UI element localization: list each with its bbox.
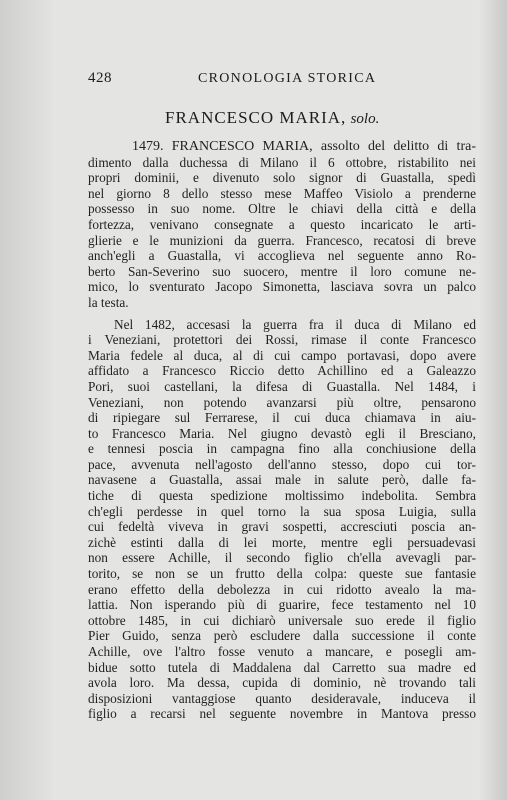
text-line: propri dominii, e divenuto solo signor di Guastalla, spedì — [88, 170, 476, 186]
text-line: Maria fedele al duca, al di cui campo portavasi, dopo avere — [88, 347, 476, 363]
section-title-name: FRANCESCO MARIA, — [165, 108, 347, 127]
text-line: Pier Guido, senza però escludere dalla successione il conte — [88, 628, 476, 644]
text-line: avola loro. Ma dessa, cupida di dominio, nè trovando tali — [88, 675, 476, 691]
paragraph-1 — [88, 139, 476, 311]
text-line: tiche di questa spedizione moltissimo indebolita. Sembra — [88, 488, 476, 504]
text-line: i Veneziani, protettori dei Rossi, rimase il conte Francesco — [88, 332, 476, 348]
text-line: pace, avvenuta nell'agosto dell'anno stesso, dopo cui tor- — [88, 456, 476, 472]
text-line: Achille, ove l'altro fosse venuto a mancare, e posegli am- — [88, 644, 476, 659]
section-title — [165, 108, 379, 128]
text-line: la testa. — [88, 294, 129, 310]
text-line: dimento dalla duchessa di Milano il 6 ottobre, ristabilito nei — [88, 154, 476, 170]
text-line: Veneziani, non potendo avanzarsi più oltre, pensarono — [88, 394, 476, 410]
text-line: lattia. Non isperando più di guarire, fece testamento nel 10 — [88, 597, 476, 613]
text-line: zichè estinti dalla di lei morte, mentre egli persuadevasi — [88, 534, 476, 550]
text-line: di ripiegare sul Ferrarese, il cui duca chiamava in aiu- — [88, 410, 476, 426]
text-line: ottobre 1485, in cui dichiarò universale suo erede il figlio — [88, 612, 476, 628]
body-text — [88, 139, 476, 722]
text-line: glierie e le munizioni da guerra. Francesco, recatosi di breve — [88, 232, 476, 248]
section-title-suffix: solo. — [350, 111, 380, 127]
page-number: 428 — [88, 70, 112, 86]
text-line: navasene a Guastalla, assai male in salute però, dalle fa- — [88, 472, 476, 488]
text-line: disposizioni vantaggiose quanto desideravale, induceva il — [88, 690, 476, 706]
text-line: 1479. FRANCESCO MARIA, assolto del delitto di tra- — [132, 139, 476, 154]
text-line: figlio a recarsi nel seguente novembre in Mantova presso — [88, 706, 476, 722]
text-line: bidue sotto tutela di Maddalena dal Carretto sua madre ed — [88, 659, 476, 675]
page-edge-shadow — [477, 0, 507, 800]
text-line: erano effetto della debolezza in cui ridotto avealo la ma- — [88, 581, 476, 597]
text-line: fortezza, venivano consegnate a questo incaricato le arti- — [88, 216, 476, 232]
page-header — [88, 70, 473, 92]
text-line: e tennesi poscia in campagna fino alla conchiusione della — [88, 441, 476, 457]
text-line: mico, lo sventurato Jacopo Simonetta, lasciava sovra un palco — [88, 279, 476, 295]
text-line: berto San-Severino suo suocero, mentre il loro comune ne- — [88, 263, 476, 279]
text-line: possesso in suo nome. Oltre le chiavi della città e della — [88, 201, 476, 217]
text-line: ch'egli perdesse in quel torno la sua sposa Luigia, sulla — [88, 503, 476, 519]
text-line: non essere Achille, il secondo figlio ch'ella avevagli par- — [88, 550, 476, 566]
text-line: to Francesco Maria. Nel giugno devastò egli il Bresciano, — [88, 425, 476, 441]
text-line: affidato a Francesco Riccio detto Achillino ed a Galeazzo — [88, 363, 476, 379]
text-line: nel giorno 8 dello stesso mese Maffeo Visiolo a prenderne — [88, 185, 476, 201]
text-line: Nel 1482, accesasi la guerra fra il duca di Milano ed — [114, 316, 476, 332]
paragraph-2 — [88, 317, 476, 722]
text-line: Pori, suoi castellani, la difesa di Guastalla. Nel 1484, i — [88, 378, 476, 394]
text-line: cui fedeltà viveva in gravi sospetti, accresciuti poscia an- — [88, 519, 476, 535]
running-head: CRONOLOGIA STORICA — [198, 71, 377, 86]
text-line: anch'egli a Guastalla, vi accoglieva nel seguente anno Ro- — [88, 248, 476, 264]
text-line: torito, se non se un frutto della colpa: queste sue fantasie — [88, 566, 476, 582]
page-gutter-shadow — [0, 0, 52, 800]
